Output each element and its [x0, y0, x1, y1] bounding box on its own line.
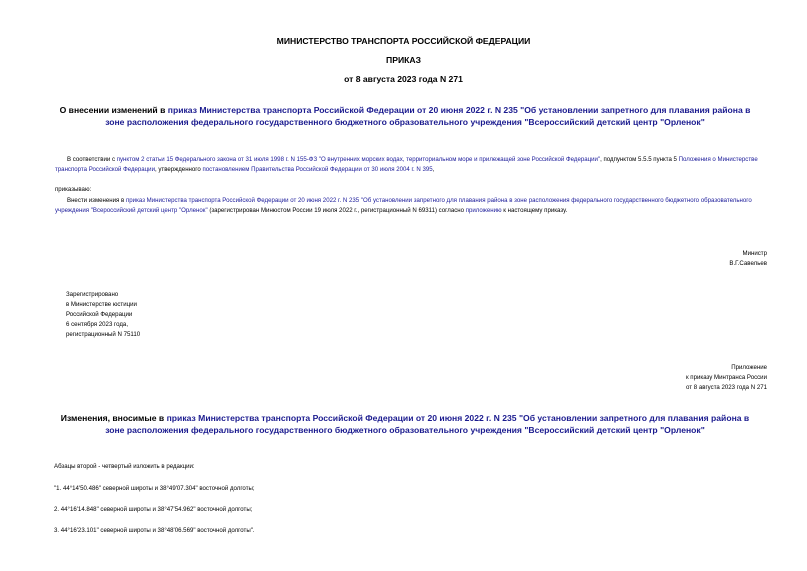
- registration-line-5: регистрационный N 75110: [66, 331, 141, 338]
- doc-type-heading: ПРИКАЗ: [386, 55, 421, 65]
- title-order-link[interactable]: приказ Министерства транспорта Российской Федерации от 20 июня 2022 г. N 235 "Об установлении запретного для плавания района в зоне расположения федерального государственного бюджетного образовательного учреждения "Всероссийский детский центр "Орленок": [105, 105, 751, 127]
- changes-title: [55, 412, 755, 436]
- appendix-link[interactable]: приложению: [465, 207, 502, 214]
- appendix-line-2: к приказу Минтранса России: [685, 374, 767, 381]
- signature-block: [729, 249, 767, 269]
- order-word: приказываю:: [55, 186, 92, 193]
- ministry-heading: МИНИСТЕРСТВО ТРАНСПОРТА РОССИЙСКОЙ ФЕДЕРАЦИИ: [276, 36, 531, 46]
- coordinate-item-1: "1. 44°14'50.486" северной широты и 38°49'07.304" восточной долготы;: [54, 485, 255, 492]
- order-text-3: к настоящему приказу.: [501, 207, 568, 214]
- document-title: [55, 104, 755, 128]
- preamble-text-1: В соответствии с: [67, 156, 117, 163]
- changes-order-link[interactable]: приказ Министерства транспорта Российской Федерации от 20 июня 2022 г. N 235 "Об установлении запретного для плавания района в зоне расположения федерального государственного бюджетного образовательного учреждения "Всероссийский детский центр "Орленок": [105, 413, 750, 435]
- appendix-line-1: Приложение: [731, 364, 767, 371]
- preamble-text-2: , подпунктом 5.5.5 пункта 5: [600, 156, 679, 163]
- title-prefix: О внесении изменений в: [59, 105, 168, 115]
- registration-line-1: Зарегистрировано: [66, 291, 119, 298]
- appendix-block: [686, 363, 767, 393]
- registration-line-3: Российской Федерации: [66, 311, 133, 318]
- order-text-1: Внести изменения в: [67, 197, 126, 204]
- changes-title-prefix: Изменения, вносимые в: [60, 413, 167, 423]
- amended-order-link[interactable]: приказ Министерства транспорта Российской Федерации от 20 июня 2022 г. N 235 "Об установлении запретного для плавания района в зоне расположения федерального государственного бюджетного образовательного учреждения "Всероссийский детский центр "Орленок": [55, 197, 752, 214]
- registration-line-4: 6 сентября 2023 года,: [66, 321, 129, 328]
- preamble-text-3: , утвержденного: [155, 166, 203, 173]
- order-paragraph: [55, 196, 770, 216]
- changes-intro: Абзацы второй - четвертый изложить в редакции:: [54, 463, 195, 470]
- registration-block: [66, 290, 140, 340]
- signature-position: Министр: [742, 250, 767, 257]
- government-resolution-link[interactable]: постановлением Правительства Российской Федерации от 30 июля 2004 г. N 395: [202, 166, 433, 173]
- federal-law-link[interactable]: пунктом 2 статьи 15 Федерального закона от 31 июля 1998 г. N 155-ФЗ "О внутренних морских водах, территориальном море и прилежащей зоне Российской Федерации": [116, 156, 601, 163]
- coordinate-item-2: 2. 44°16'14.848" северной широты и 38°47'54.962" восточной долготы;: [54, 506, 253, 513]
- date-number-heading: от 8 августа 2023 года N 271: [344, 74, 463, 84]
- order-text-2: (зарегистрирован Минюстом России 19 июля 2022 г., регистрационный N 69311) согласно: [207, 207, 466, 214]
- signature-name: В.Г.Савельев: [729, 260, 767, 267]
- registration-line-2: в Министерстве юстиции: [66, 301, 137, 308]
- preamble-text-4: ,: [432, 166, 435, 173]
- ministry-regulation-link[interactable]: Положения о Министерстве транспорта Российской Федерации: [55, 156, 758, 173]
- appendix-line-3: от 8 августа 2023 года N 271: [686, 384, 767, 391]
- coordinate-item-3: 3. 44°16'23.101" северной широты и 38°48'06.569" восточной долготы".: [54, 527, 255, 534]
- preamble-paragraph: [55, 155, 770, 175]
